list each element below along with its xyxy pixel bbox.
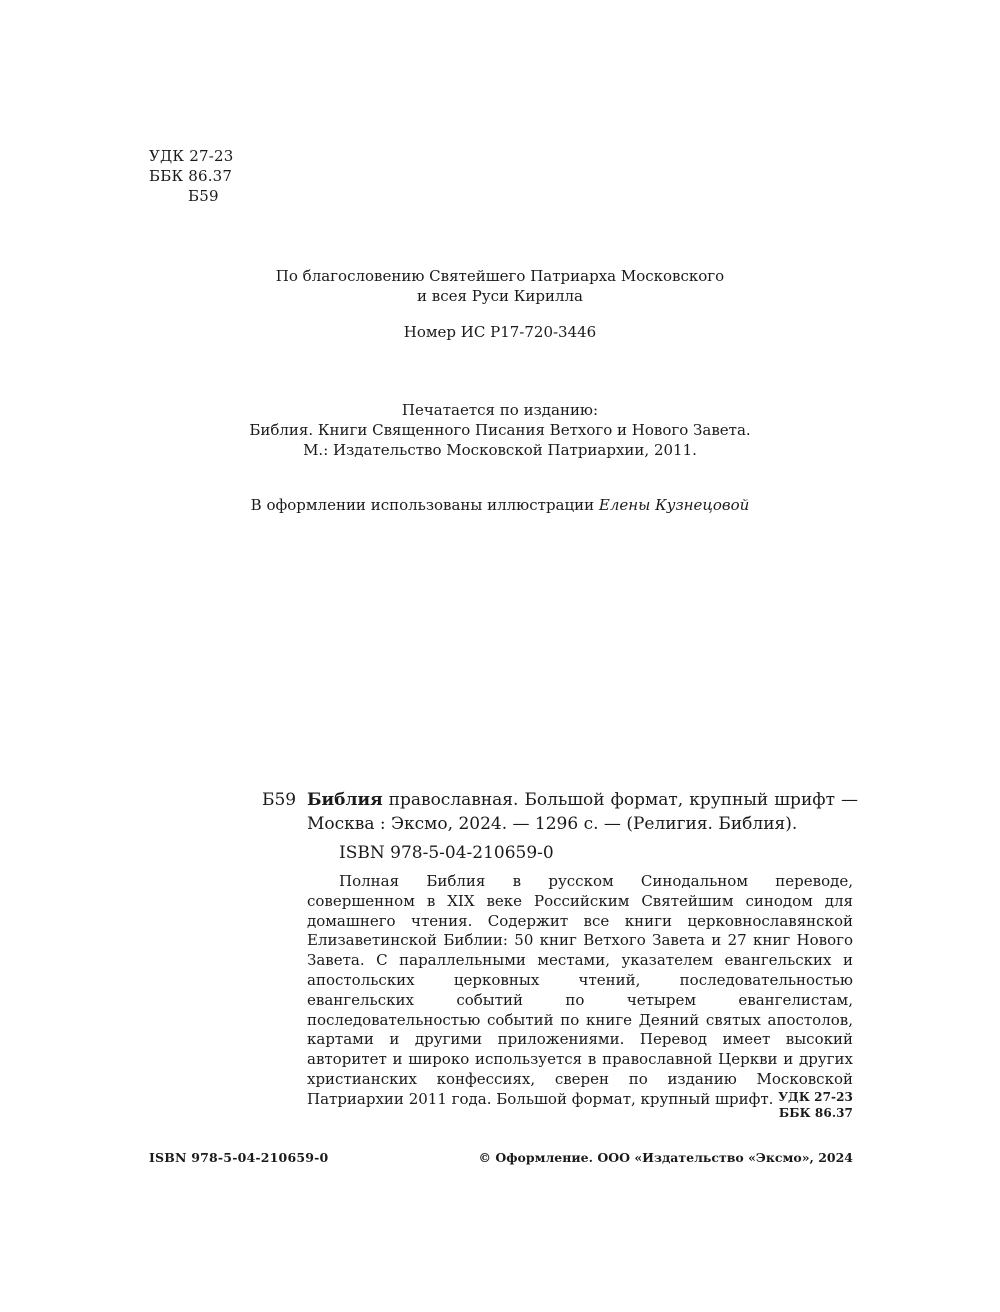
card-bbk-code: ББК 86.37 [778, 1106, 853, 1120]
blessing-line-1: По благословению Святейшего Патриарха Московского [275, 267, 725, 285]
card-isbn: ISBN 978-5-04-210659-0 [339, 843, 554, 863]
is-number: Номер ИС Р17-720-3446 [403, 323, 597, 341]
blessing-line-2: и всея Руси Кирилла [416, 287, 583, 305]
annotation: Полная Библия в русском Синодальном переводе, совершенном в XIX веке Российским Святейшим синодом для домашнего чтения. Содержит все книги церковнославянской Елизаветинской Библии: 50 книг Ветхого Завета и 27 книг Нового Завета. С параллельными местами, указателем евангельских и апостольских церковных чтений, последовательностью евангельских событий по четырем евангелистам, последовательностью событий по книге Деяний святых апостолов, картами и другими приложениями. Перевод имеет высокий авторитет и широко используется в православной Церкви и других христианских конфессиях, сверен по изданию Московской Патриархии 2011 года. Большой формат, крупный шрифт. [307, 872, 853, 1108]
bbk-code: ББК 86.37 [149, 167, 233, 185]
card-title-bold: Библия [307, 790, 383, 810]
card-title [307, 788, 858, 836]
source-edition-line-3: М.: Издательство Московской Патриархии, 2011. [303, 441, 697, 459]
card-author-sign: Б59 [262, 790, 297, 810]
author-sign: Б59 [188, 187, 219, 205]
copyright-notice: © Оформление. ООО «Издательство «Эксмо», 2024 [478, 1150, 853, 1165]
illustrator-name: Елены Кузнецовой [598, 496, 750, 514]
illustrations-credit [0, 495, 1000, 515]
udk-code: УДК 27-23 [149, 147, 234, 165]
card-title-rest: православная. Большой формат, крупный шрифт — Москва : Эксмо, 2024. — 1296 с. — (Религия. Библия). [307, 790, 858, 834]
source-edition-line-2: Библия. Книги Священного Писания Ветхого и Нового Завета. [249, 421, 751, 439]
footer-isbn: ISBN 978-5-04-210659-0 [149, 1150, 329, 1165]
source-edition [0, 400, 1000, 460]
blessing-statement [0, 266, 1000, 306]
card-udk-code: УДК 27-23 [778, 1090, 853, 1104]
source-edition-line-1: Печатается по изданию: [401, 401, 599, 419]
illustrations-credit-text: В оформлении использованы иллюстрации [250, 496, 599, 514]
